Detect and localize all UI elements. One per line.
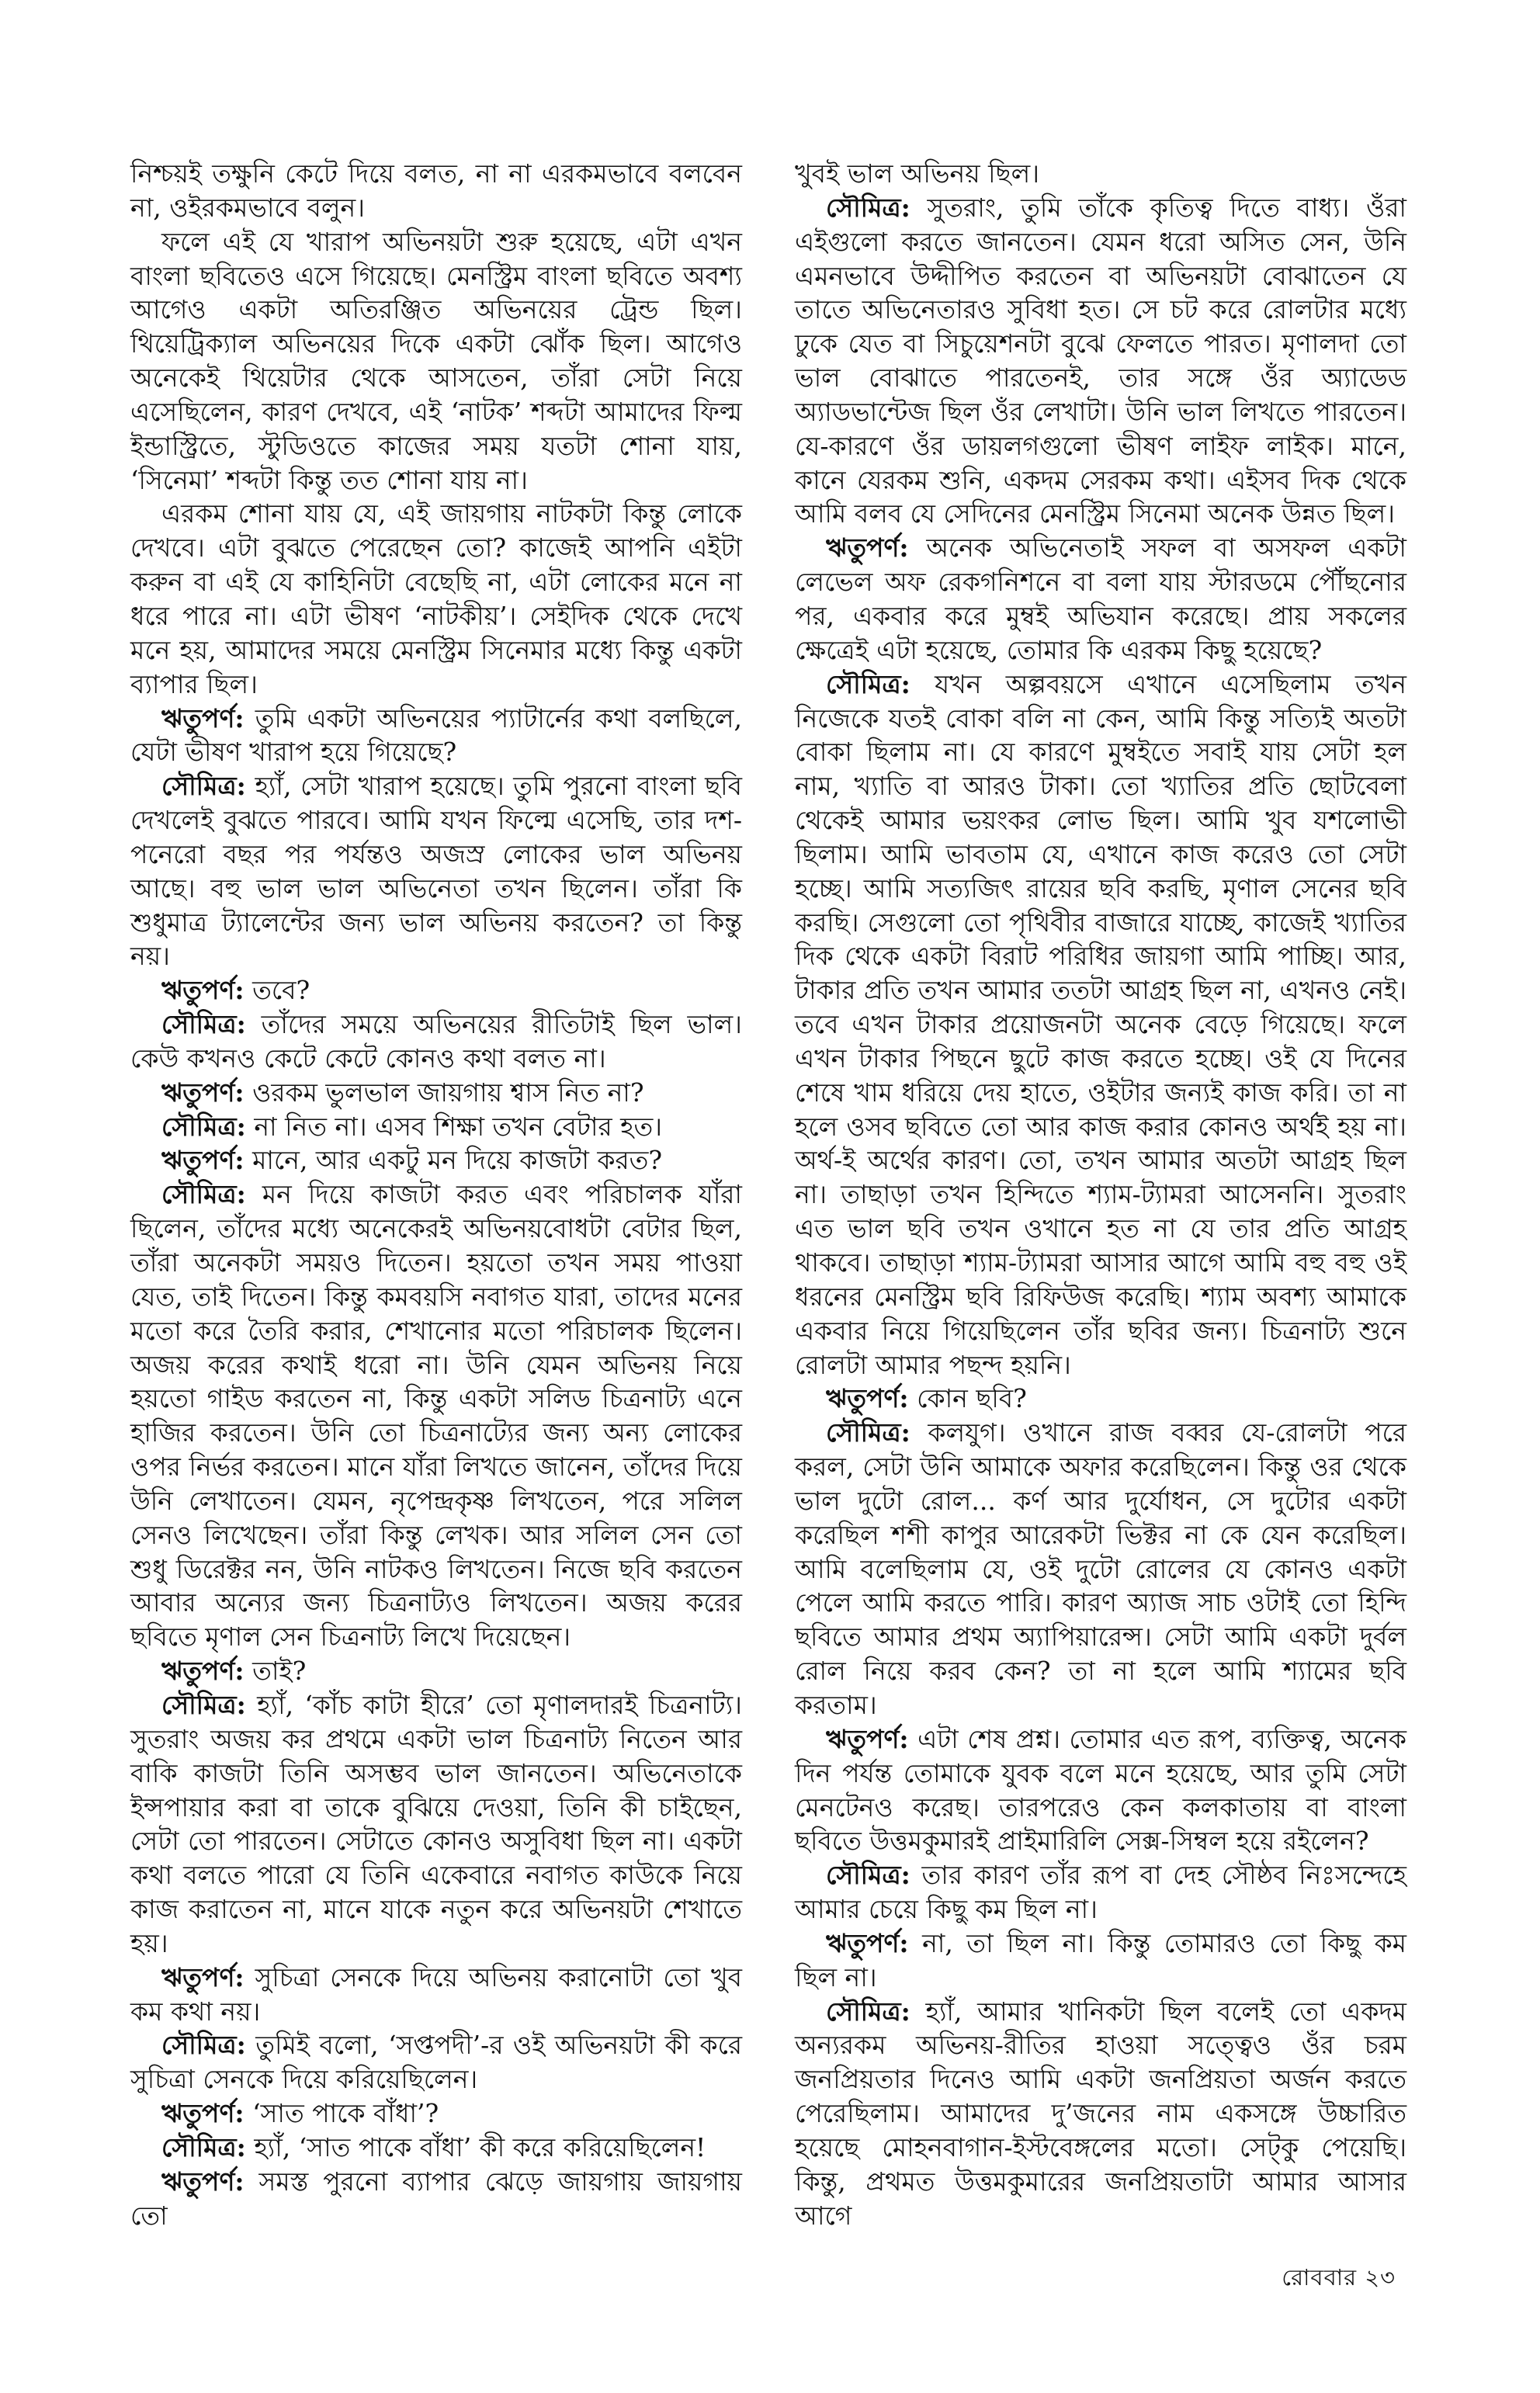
paragraph (795, 1722, 1406, 1858)
speaker-label: ঋতুপর্ণ: (826, 1723, 909, 1754)
paragraph (130, 225, 742, 498)
speaker-label: সৌমিত্র: (161, 1111, 246, 1142)
paragraph (130, 1688, 742, 1961)
speaker-label: ঋতুপর্ণ: (161, 1656, 245, 1687)
paragraph (130, 1076, 742, 1110)
right-column (795, 157, 1406, 2232)
speaker-label: সৌমিত্র: (161, 771, 246, 802)
speaker-label: সৌমিত্র: (826, 1417, 910, 1448)
paragraph-text: হ্যাঁ, আমার খানিকটা ছিল বলেই তো একদম অন্যরকম অভিনয়-রীতির হাওয়া সত্ত্বেও ওঁর চরম জনপ্রিয়তার দিনেও আমি একটা জনপ্রিয়তা অর্জন করতে পেরেছিলাম। আমাদের দু’জনের নাম একসঙ্গে উচ্চারিত হয়েছে মোহনবাগান-ইস্টবেঙ্গলের মতো। সেট্‌কু পেয়েছি। কিন্তু, প্রথমত উত্তমকুমারের জনপ্রিয়তাটা আমার আসার আগে (795, 1996, 1406, 2231)
paragraph-text: মন দিয়ে কাজটা করত এবং পরিচালক যাঁরা ছিলেন, তাঁদের মধ্যে অনেকেরই অভিনয়বোধটা বেটার ছিল, তাঁরা অনেকটা সময়ও দিতেন। হয়তো তখন সময় পাওয়া যেত, তাই দিতেন। কিন্তু কমবয়সি নবাগত যারা, তাদের মনের মতো করে তৈরি করার, শেখানোর মতো পরিচালক ছিলেন। অজয় করের কথাই ধরো না। উনি যেমন অভিনয় নিয়ে হয়তো গাইড করতেন না, কিন্তু একটা সলিড চিত্রনাট্য এনে হাজির করতেন। উনি তো চিত্রনাট্যের জন্য অন্য লোকের ওপর নির্ভর করতেন। মানে যাঁরা লিখতে জানেন, তাঁদের দিয়ে উনি লেখাতেন। যেমন, নৃপেন্দ্রকৃষ্ণ লিখতেন, পরে সলিল সেনও লিখেছেন। তাঁরা কিন্তু লেখক। আর সলিল সেন তো শুধু ডিরেক্টর নন, উনি নাটকও লিখতেন। নিজে ছবি করতেন আবার অন্যের জন্য চিত্রনাট্যও লিখতেন। অজয় করের ছবিতে মৃণাল সেন চিত্রনাট্য লিখে দিয়েছেন। (130, 1179, 742, 1653)
paragraph-text: নিশ্চয়ই তক্ষুনি কেটে দিয়ে বলত, না না এরকমভাবে বলবেন না, ওইরকমভাবে বলুন। (130, 158, 742, 223)
speaker-label: সৌমিত্র: (826, 1860, 910, 1891)
paragraph-text: তুমি একটা অভিনয়ের প্যাটার্নের কথা বলছিলে, যেটা ভীষণ খারাপ হয়ে গিয়েছে? (130, 702, 742, 768)
paragraph-text: সুতরাং, তুমি তাঁকে কৃতিত্ব দিতে বাধ্য। ওঁরা এইগুলো করতে জানতেন। যেমন ধরো অসিত সেন, উনি এমনভাবে উদ্দীপিত করতেন বা অভিনয়টা বোঝাতেন যে তাতে অভিনেতারও সুবিধা হত। সে চট করে রোলটার মধ্যে ঢুকে যেত বা সিচুয়েশনটা বুঝে ফেলতে পারত। মৃণালদা তো ভাল বোঝাতে পারতেনই, তার সঙ্গে ওঁর অ্যাডেড অ্যাডভান্টেজ ছিল ওঁর লেখাটা। উনি ভাল লিখতে পারতেন। যে-কারণে ওঁর ডায়লগগুলো ভীষণ লাইফ লাইক। মানে, কানে যেরকম শুনি, একদম সেরকম কথা। এইসব দিক থেকে আমি বলব যে সেদিনের মেনস্ট্রিম সিনেমা অনেক উন্নত ছিল। (795, 192, 1406, 529)
paragraph-text: ফলে এই যে খারাপ অভিনয়টা শুরু হয়েছে, এটা এখন বাংলা ছবিতেও এসে গিয়েছে। মেনস্ট্রিম বাংলা ছবিতে অবশ্য আগেও একটা অতিরঞ্জিত অভিনয়ের ট্রেন্ড ছিল। থিয়েট্রিক্যাল অভিনয়ের দিকে একটা ঝোঁক ছিল। আগেও অনেকেই থিয়েটার থেকে আসতেন, তাঁরা সেটা নিয়ে এসেছিলেন, কারণ দেখবে, এই ‘নাটক’ শব্দটা আমাদের ফিল্ম ইন্ডাস্ট্রিতে, স্টুডিওতে কাজের সময় যতটা শোনা যায়, ‘সিনেমা’ শব্দটা কিন্তু তত শোনা যায় না। (130, 226, 742, 495)
paragraph-text: তাঁদের সময়ে অভিনয়ের রীতিটাই ছিল ভাল। কেউ কখনও কেটে কেটে কোনও কথা বলত না। (130, 1009, 742, 1073)
paragraph (130, 1007, 742, 1076)
paragraph (795, 191, 1406, 531)
paragraph-text: ‘সাত পাকে বাঁধা’? (252, 2098, 439, 2129)
speaker-label: ঋতুপর্ণ: (161, 1961, 245, 1992)
paragraph (130, 2096, 742, 2131)
speaker-label: সৌমিত্র: (161, 1009, 246, 1040)
paragraph-text: ওরকম ভুলভাল জায়গায় শ্বাস নিত না? (252, 1077, 644, 1108)
speaker-label: ঋতুপর্ণ: (161, 1077, 245, 1108)
page-footer: রোববার ২৩ (1282, 2264, 1396, 2291)
paragraph-text: কলযুগ। ওখানে রাজ বব্বর যে-রোলটা পরে করল, সেটা উনি আমাকে অফার করেছিলেন। কিন্তু ওর থেকে ভাল দুটো রোল... কর্ণ আর দুর্যোধন, সে দুটোর একটা করেছিল শশী কাপুর আরেকটা ভিক্টর না কে যেন করেছিল। আমি বলেছিলাম যে, ওই দুটো রোলের যে কোনও একটা পেলে আমি করতে পারি। কারণ অ্যাজ সাচ ওটাই তো হিন্দি ছবিতে আমার প্রথম অ্যাপিয়ারেন্স। সেটা আমি একটা দুর্বল রোল নিয়ে করব কেন? তা না হলে আমি শ্যামের ছবি করতাম। (795, 1417, 1406, 1720)
paragraph-text: সমস্ত পুরনো ব্যাপার ঝেড়ে জায়গায় জায়গায় তো (130, 2166, 742, 2231)
speaker-label: ঋতুপর্ণ: (826, 1383, 909, 1414)
paragraph-text: এটা শেষ প্রশ্ন। তোমার এত রূপ, ব্যক্তিত্ব, অনেক দিন পর্যন্ত তোমাকে যুবক বলে মনে হয়েছে, আর তুমি সেটা মেনটেনও করেছ। তারপরেও কেন কলকাতায় বা বাংলা ছবিতে উত্তমকুমারই প্রাইমারিলি সেক্স-সিম্বল হয়ে রইলেন? (795, 1723, 1406, 1857)
left-column (130, 157, 742, 2232)
paragraph (795, 1995, 1406, 2233)
speaker-label: সৌমিত্র: (826, 192, 910, 223)
paragraph (795, 531, 1406, 667)
paragraph (130, 1961, 742, 2029)
paragraph-text: সুচিত্রা সেনকে দিয়ে অভিনয় করানোটা তো খুব কম কথা নয়। (130, 1961, 742, 2027)
paragraph (130, 1110, 742, 1144)
paragraph-text: তবে? (252, 975, 310, 1006)
paragraph-text: এরকম শোনা যায় যে, এই জায়গায় নাটকটা কিন্তু লোকে দেখবে। এটা বুঝতে পেরেছেন তো? কাজেই আপনি এইটা করুন বা এই যে কাহিনিটা বেছেছি না, এটা লোকের মনে না ধরে পারে না। এটা ভীষণ ‘নাটকীয়’। সেইদিক থেকে দেখে মনে হয়, আমাদের সময়ে মেনস্ট্রিম সিনেমার মধ্যে কিন্তু একটা ব্যাপার ছিল। (130, 498, 742, 699)
speaker-label: ঋতুপর্ণ: (826, 1927, 909, 1958)
paragraph (130, 1143, 742, 1177)
speaker-label: সৌমিত্র: (161, 2030, 246, 2061)
paragraph (795, 668, 1406, 1382)
paragraph-text: না, তা ছিল না। কিন্তু তোমারও তো কিছু কম ছিল না। (795, 1927, 1406, 1992)
speaker-label: ঋতুপর্ণ: (161, 2098, 245, 2129)
paragraph (130, 973, 742, 1007)
speaker-label: ঋতুপর্ণ: (161, 975, 245, 1006)
paragraph-text: তুমিই বলো, ‘সপ্তপদী’-র ওই অভিনয়টা কী করে সুচিত্রা সেনকে দিয়ে করিয়েছিলেন। (130, 2030, 742, 2095)
paragraph-text: না নিত না। এসব শিক্ষা তখন বেটার হত। (254, 1111, 663, 1142)
paragraph (795, 1416, 1406, 1722)
speaker-label: সৌমিত্র: (161, 1179, 246, 1210)
speaker-label: সৌমিত্র: (826, 1996, 910, 2027)
paragraph (130, 157, 742, 225)
paragraph-text: অনেক অভিনেতাই সফল বা অসফল একটা লেভেল অফ রেকগনিশনে বা বলা যায় স্টারডমে পৌঁছনোর পর, একবার করে মুম্বই অভিযান করেছে। প্রায় সকলের ক্ষেত্রেই এটা হয়েছে, তোমার কি এরকম কিছু হয়েছে? (795, 532, 1406, 665)
speaker-label: ঋতুপর্ণ: (826, 532, 909, 564)
paragraph-text: হ্যাঁ, ‘কাঁচ কাটা হীরে’ তো মৃণালদারই চিত্রনাট্য। সুতরাং অজয় কর প্রথমে একটা ভাল চিত্রনাট্য নিতেন আর বাকি কাজটা তিনি অসম্ভব ভাল জানতেন। অভিনেতাকে ইন্সপায়ার করা বা তাকে বুঝিয়ে দেওয়া, তিনি কী চাইছেন, সেটা তো পারতেন। সেটাতে কোনও অসুবিধা ছিল না। একটা কথা বলতে পারো যে তিনি একেবারে নবাগত কাউকে নিয়ে কাজ করাতেন না, মানে যাকে নতুন করে অভিনয়টা শেখাতে হয়। (130, 1689, 742, 1958)
speaker-label: সৌমিত্র: (161, 2131, 246, 2162)
paragraph (795, 1382, 1406, 1416)
speaker-label: সৌমিত্র: (826, 668, 910, 699)
paragraph-text: হ্যাঁ, সেটা খারাপ হয়েছে। তুমি পুরনো বাংলা ছবি দেখলেই বুঝতে পারবে। আমি যখন ফিল্মে এসেছি, তার দশ-পনেরো বছর পর পর্যন্তও অজস্র লোকের ভাল অভিনয় আছে। বহু ভাল ভাল অভিনেতা তখন ছিলেন। তাঁরা কি শুধুমাত্র ট্যালেন্টের জন্য ভাল অভিনয় করতেন? তা কিন্তু নয়। (130, 771, 742, 972)
paragraph-text: যখন অল্পবয়সে এখানে এসেছিলাম তখন নিজেকে যতই বোকা বলি না কেন, আমি কিন্তু সত্যিই অতটা বোকা ছিলাম না। যে কারণে মুম্বইতে সবাই যায় সেটা হল নাম, খ্যাতি বা আরও টাকা। তো খ্যাতির প্রতি ছোটবেলা থেকেই আমার ভয়ংকর লোভ ছিল। আমি খুব যশলোভী ছিলাম। আমি ভাবতাম যে, এখানে কাজ করেও তো সেটা হচ্ছে। আমি সত্যজিৎ রায়ের ছবি করছি, মৃণাল সেনের ছবি করছি। সেগুলো তো পৃথিবীর বাজারে যাচ্ছে, কাজেই খ্যাতির দিক থেকে একটা বিরাট পরিধির জায়গা আমি পাচ্ছি। আর, টাকার প্রতি তখন আমার ততটা আগ্রহ ছিল না, এখনও নেই। তবে এখন টাকার প্রয়োজনটা অনেক বেড়ে গিয়েছে। ফলে এখন টাকার পিছনে ছুটে কাজ করতে হচ্ছে। ওই যে দিনের শেষে খাম ধরিয়ে দেয় হাতে, ওইটার জন্যই কাজ করি। তা না হলে ওসব ছবিতে তো আর কাজ করার কোনও অর্থই হয় না। অর্থ-ই অর্থের কারণ। তো, তখন আমার অতটা আগ্রহ ছিল না। তাছাড়া তখন হিন্দিতে শ্যাম-ট্যামরা আসেননি। সুতরাং এত ভাল ছবি তখন ওখানে হত না যে তার প্রতি আগ্রহ থাকবে। তাছাড়া শ্যাম-ট্যামরা আসার আগে আমি বহু বহু ওই ধরনের মেনস্ট্রিম ছবি রিফিউজ করেছি। শ্যাম অবশ্য আমাকে একবার নিয়ে গিয়েছিলেন তাঁর ছবির জন্য। চিত্রনাট্য শুনে রোলটা আমার পছন্দ হয়নি। (795, 668, 1407, 1380)
paragraph-text: হ্যাঁ, ‘সাত পাকে বাঁধা’ কী করে করিয়েছিলেন! (254, 2131, 706, 2162)
paragraph (130, 769, 742, 973)
paragraph (130, 2028, 742, 2096)
speaker-label: ঋতুপর্ণ: (161, 1145, 245, 1176)
paragraph (130, 1654, 742, 1688)
paragraph (795, 157, 1406, 191)
paragraph (130, 1177, 742, 1654)
paragraph-text: কোন ছবি? (917, 1383, 1027, 1414)
paragraph (130, 702, 742, 770)
paragraph-text: তাই? (252, 1656, 307, 1687)
paragraph-text: খুবই ভাল অভিনয় ছিল। (795, 158, 1039, 189)
paragraph-text: তার কারণ তাঁর রূপ বা দেহ সৌষ্ঠব নিঃসন্দেহে আমার চেয়ে কিছু কম ছিল না। (795, 1860, 1407, 1925)
paragraph (130, 2165, 742, 2233)
paragraph (795, 1927, 1406, 1995)
paragraph-text: মানে, আর একটু মন দিয়ে কাজটা করত? (252, 1145, 663, 1176)
speaker-label: সৌমিত্র: (161, 1689, 246, 1720)
paragraph (130, 2131, 742, 2165)
paragraph (130, 497, 742, 701)
speaker-label: ঋতুপর্ণ: (161, 2166, 245, 2197)
paragraph (795, 1858, 1406, 1927)
speaker-label: ঋতুপর্ণ: (161, 702, 245, 734)
